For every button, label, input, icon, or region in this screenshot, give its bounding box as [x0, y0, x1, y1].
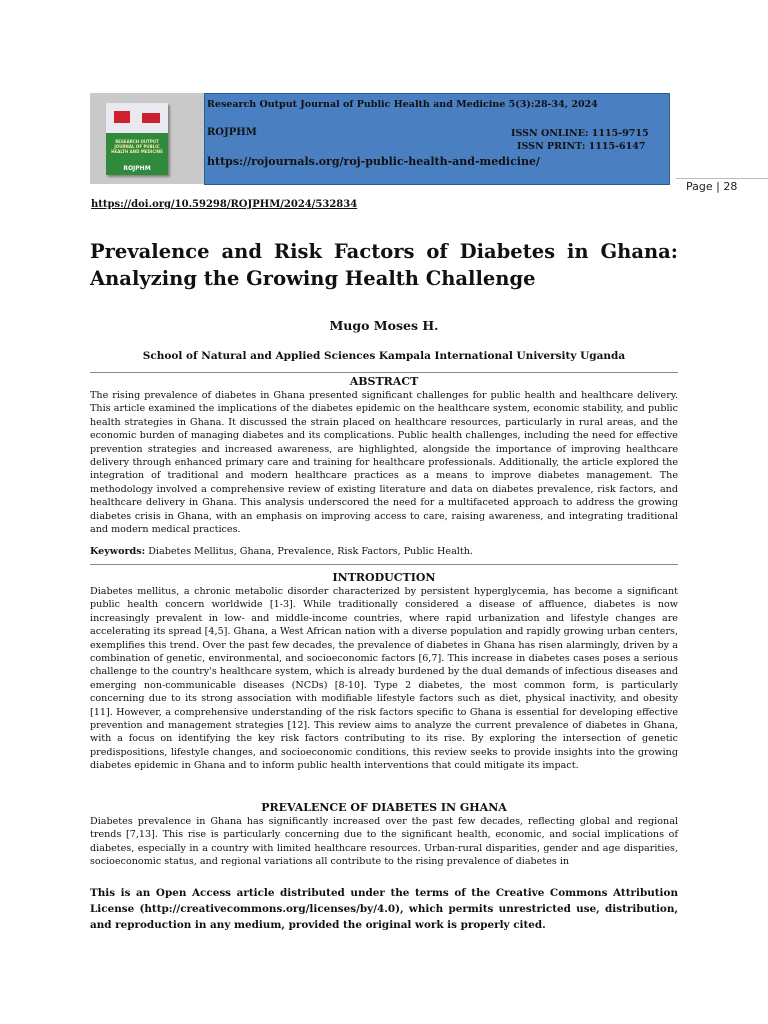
issn-online: ISSN ONLINE: 1115-9715: [511, 128, 649, 139]
abstract-top-rule: [90, 372, 678, 373]
prevalence-text: Diabetes prevalence in Ghana has significantly increased over the past few decades, reflecting global and regional trends [7,13]. This rise is particularly concerning due to the significant health, economic, and social implications of diabetes, especially in a country with limited healthcare resources. Urban-rural disparities, gender and age disparities, socioeconomic status, and regional variations all contribute to the rising prevalence of diabetes in: [90, 816, 678, 868]
keywords-line: [90, 546, 473, 557]
doi-link[interactable]: https://doi.org/10.59298/ROJPHM/2024/532834: [91, 199, 358, 210]
article-title: Prevalence and Risk Factors of Diabetes in Ghana: Analyzing the Growing Health Challenge: [90, 240, 678, 290]
keywords-bottom-rule: [90, 564, 678, 565]
abstract-heading: ABSTRACT: [349, 375, 419, 388]
issn-print: ISSN PRINT: 1115-6147: [517, 141, 646, 152]
prevalence-heading: PREVALENCE OF DIABETES IN GHANA: [261, 801, 507, 814]
author-name: Mugo Moses H.: [329, 318, 439, 333]
page-divider: [676, 178, 768, 179]
introduction-heading: INTRODUCTION: [332, 571, 436, 584]
book-cover-graphic: [106, 103, 168, 175]
journal-url-link[interactable]: https://rojournals.org/roj-public-health-and-medicine/: [207, 155, 540, 168]
journal-cover-image: [90, 93, 204, 184]
book-cover-label: ROJPHM: [123, 165, 151, 172]
abstract-text: The rising prevalence of diabetes in Ghana presented significant challenges for public health and healthcare delivery. This article examined the implications of the diabetes epidemic on the healthcare system, economic stability, and public health strategies in Ghana. It discussed the strain placed on healthcare resources, particularly in rural areas, and the economic burden of managing diabetes and its complications. Public health challenges, including the need for effective prevention strategies and increased awareness, are highlighted, alongside the importance of improving healthcare delivery through enhanced primary care and training for healthcare professionals. Additionally, the article explored the integration of traditional and modern healthcare practices as a means to improve diabetes management. The methodology involved a comprehensive review of existing literature and data on diabetes prevalence, risk factors, and healthcare delivery in Ghana. This analysis underscored the need for a multifaceted approach to address the growing diabetes crisis in Ghana, with an emphasis on improving access to care, raising awareness, and integrating traditional and modern medical practices.: [90, 390, 678, 536]
keywords-text: Diabetes Mellitus, Ghana, Prevalence, Risk Factors, Public Health.: [148, 546, 473, 557]
keywords-label: Keywords:: [90, 546, 146, 557]
license-statement: This is an Open Access article distributed under the terms of the Creative Commons Attribution License (http://creativecommons.org/licenses/by/4.0), which permits unrestricted use, distribution, and reproduction in any medium, provided the original work is properly cited.: [90, 887, 678, 931]
introduction-text: Diabetes mellitus, a chronic metabolic disorder characterized by persistent hyperglycemia, has become a significant public health concern worldwide [1-3]. While traditionally considered a disease of affluence, diabetes is now increasingly prevalent in low- and middle-income countries, where rapid urbanization and lifestyle changes are accelerating its spread [4,5]. Ghana, a West African nation with a diverse population and rapidly growing urban centers, exemplifies this trend. Over the past few decades, the prevalence of diabetes in Ghana has risen alarmingly, driven by a combination of genetic, environmental, and socioeconomic factors [6,7]. This increase in diabetes cases poses a serious challenge to the country's healthcare system, which is already burdened by the dual demands of infectious diseases and emerging non-communicable diseases (NCDs) [8-10]. Type 2 diabetes, the most common form, is particularly concerning due to its strong association with modifiable lifestyle factors such as diet, physical inactivity, and obesity [11]. However, a comprehensive understanding of the risk factors specific to Ghana is essential for developing effective prevention and management strategies [12]. This review aims to analyze the current prevalence of diabetes in Ghana, with a focus on identifying the key risk factors contributing to its rise. By exploring the intersection of genetic predispositions, lifestyle changes, and socioeconomic conditions, this review seeks to provide insights into the growing diabetes epidemic in Ghana and to inform public health interventions that could mitigate its impact.: [90, 586, 678, 772]
journal-abbrev: ROJPHM: [207, 127, 257, 138]
author-affiliation: School of Natural and Applied Sciences Kampala International University Uganda: [142, 350, 626, 362]
journal-citation: Research Output Journal of Public Health and Medicine 5(3):28-34, 2024: [207, 99, 598, 110]
book-cover-text: RESEARCH OUTPUT JOURNAL OF PUBLIC HEALTH AND MEDICINE: [111, 139, 163, 154]
journal-header-banner: [204, 93, 670, 185]
page-number: Page | 28: [686, 180, 738, 193]
